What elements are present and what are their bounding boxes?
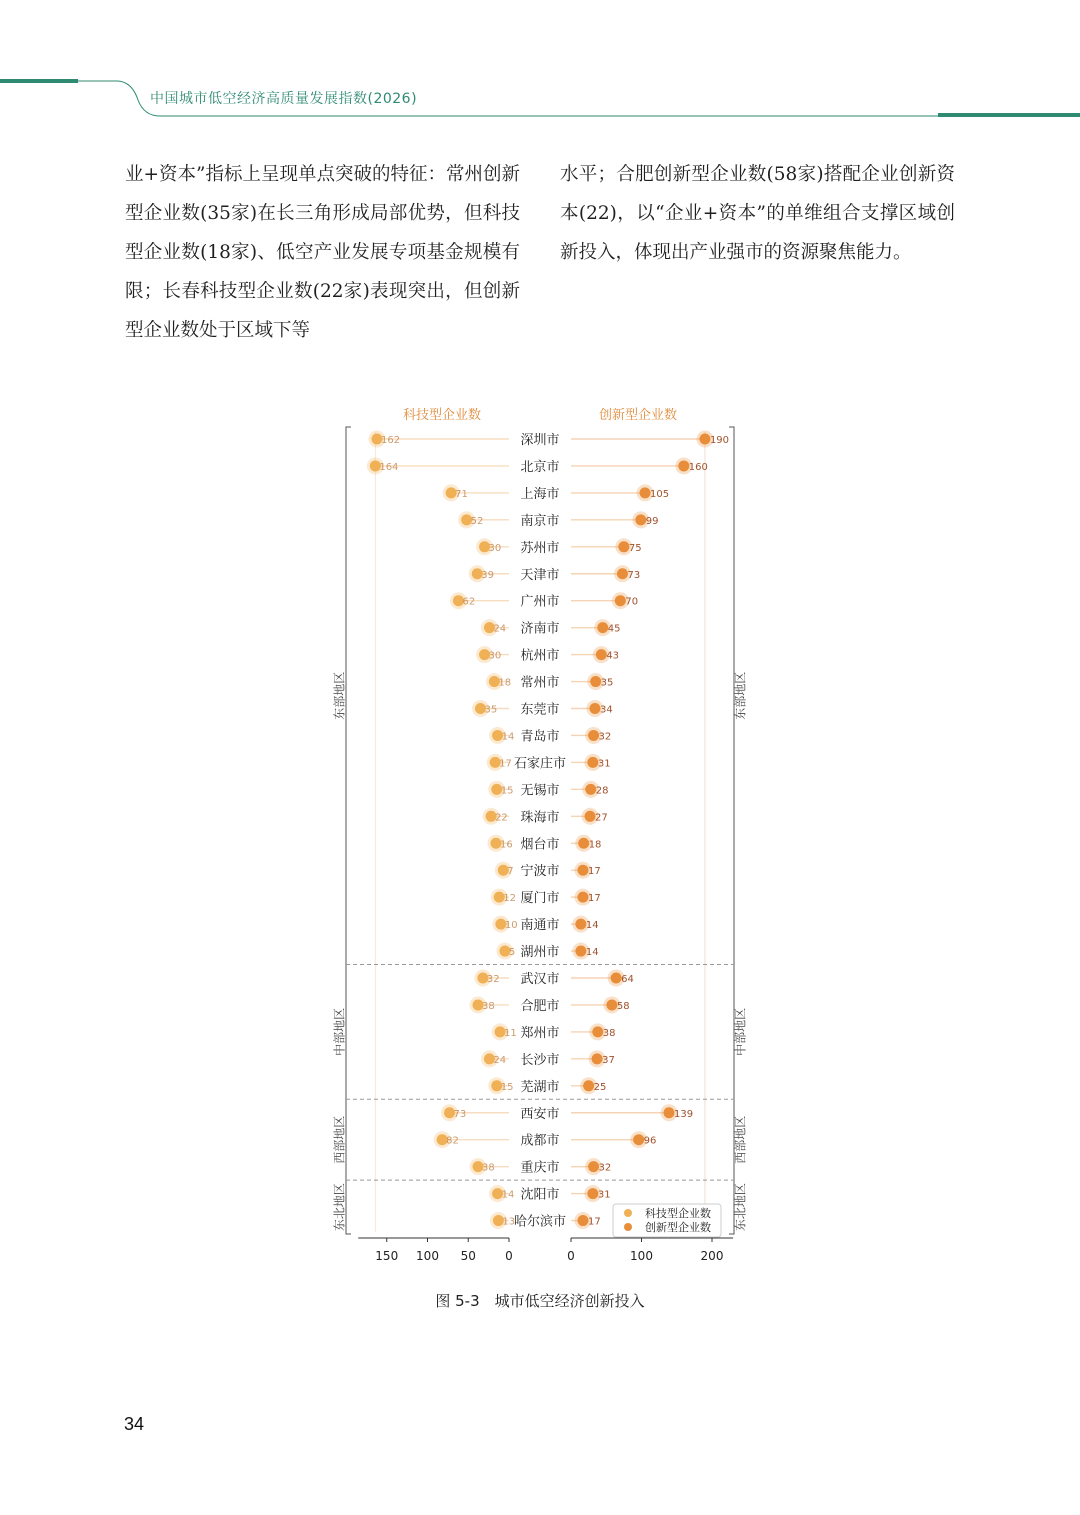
innov-value-label: 35 (600, 677, 614, 689)
innov-value-label: 45 (607, 623, 621, 635)
city-label: 上海市 (520, 486, 560, 502)
tech-value-label: 39 (481, 569, 494, 581)
region-label-right: 西部地区 (733, 1115, 748, 1164)
city-label: 烟台市 (520, 837, 560, 853)
tech-value-label: 5 (508, 947, 516, 959)
city-label: 天津市 (520, 567, 560, 583)
innov-dot (592, 1053, 603, 1064)
tech-value-label: 24 (493, 1054, 507, 1066)
body-paragraph-left: 业+资本”指标上呈现单点突破的特征：常州创新型企业数(35家)在长三角形成局部优势，但科技型企业数(18家)、低空产业发展专项基金规模有限；长春科技型企业数(22家)表现突出，但创新型企业数处于区域下等 (125, 164, 520, 341)
innov-value-label: 37 (602, 1054, 615, 1066)
right-x-tick-label: 100 (630, 1249, 653, 1263)
innov-dot (606, 999, 617, 1010)
city-label: 宁波市 (520, 864, 560, 880)
innov-value-label: 34 (599, 704, 613, 716)
city-label: 南通市 (520, 918, 560, 934)
innov-value-label: 64 (621, 974, 634, 985)
city-label: 合肥市 (520, 998, 560, 1014)
tech-value-label: 52 (470, 515, 484, 527)
region-label-left: 中部地区 (332, 1007, 347, 1056)
innov-value-label: 17 (587, 893, 601, 905)
innov-dot (678, 460, 689, 471)
city-label: 西安市 (520, 1106, 560, 1122)
innov-value-label: 31 (597, 758, 611, 770)
legend-tech-label: 科技型企业数 (645, 1207, 711, 1220)
city-label: 厦门市 (520, 891, 560, 907)
innov-value-label: 73 (627, 569, 641, 581)
innov-value-label: 139 (673, 1108, 694, 1120)
innov-dot (578, 838, 589, 849)
innov-value-label: 99 (645, 515, 659, 527)
city-label: 北京市 (520, 459, 560, 475)
region-label-right: 东部地区 (733, 671, 748, 720)
innov-value-label: 105 (650, 488, 670, 500)
tech-value-label: 10 (504, 920, 518, 932)
tech-value-label: 38 (482, 1000, 495, 1012)
innov-value-label: 43 (606, 650, 620, 662)
innov-value-label: 27 (595, 812, 608, 824)
city-label: 成都市 (520, 1133, 560, 1149)
city-label: 苏州市 (520, 540, 560, 556)
tech-value-label: 35 (484, 704, 498, 716)
tech-value-label: 71 (455, 488, 468, 500)
innov-dot (577, 892, 588, 903)
right-panel-title: 创新型企业数 (598, 408, 678, 423)
innov-dot (699, 434, 710, 445)
left-panel-title: 科技型企业数 (402, 408, 482, 423)
innov-dot (577, 865, 588, 876)
innov-value-label: 32 (598, 1162, 612, 1174)
innov-value-label: 32 (598, 731, 612, 743)
tech-value-label: 24 (493, 623, 507, 635)
left-x-tick-label: 100 (416, 1249, 439, 1263)
city-label: 青岛市 (520, 729, 560, 745)
innov-value-label: 17 (587, 866, 601, 878)
city-label: 石家庄市 (513, 756, 567, 772)
innov-value-label: 28 (595, 785, 609, 797)
tech-value-label: 73 (453, 1108, 467, 1120)
page-number: 34 (124, 1414, 145, 1434)
city-label: 济南市 (520, 621, 560, 637)
innov-dot (617, 568, 628, 579)
tech-value-label: 16 (499, 839, 513, 851)
innov-dot (587, 757, 598, 768)
innov-dot (588, 1161, 599, 1172)
tech-value-label: 164 (379, 461, 399, 473)
innov-dot (590, 676, 601, 687)
tech-value-label: 82 (446, 1135, 459, 1147)
city-label: 珠海市 (520, 810, 560, 826)
innov-dot (596, 649, 607, 660)
innov-dot (585, 811, 596, 822)
city-label: 重庆市 (520, 1160, 560, 1176)
innov-dot (583, 1080, 594, 1091)
innov-value-label: 96 (643, 1135, 657, 1147)
city-label: 郑州市 (520, 1025, 560, 1041)
region-label-right: 中部地区 (733, 1007, 748, 1056)
innov-value-label: 18 (588, 839, 602, 851)
innov-dot (597, 622, 608, 633)
innov-dot (587, 1188, 598, 1199)
innov-dot (577, 1215, 588, 1226)
region-label-left: 东北地区 (332, 1183, 347, 1232)
innov-value-label: 31 (597, 1189, 611, 1201)
right-x-tick-label: 200 (700, 1249, 724, 1263)
tech-value-label: 18 (498, 677, 512, 689)
innov-value-label: 14 (585, 920, 599, 932)
innov-dot (585, 784, 596, 795)
tech-value-label: 14 (501, 731, 515, 743)
city-label: 哈尔滨市 (513, 1214, 567, 1230)
tech-value-label: 12 (503, 893, 516, 905)
innov-dot (588, 730, 599, 741)
tech-value-label: 15 (500, 1081, 514, 1093)
tech-value-label: 38 (482, 1162, 495, 1174)
tech-value-label: 162 (380, 435, 401, 446)
tech-value-label: 14 (501, 1189, 515, 1201)
tech-value-label: 7 (507, 866, 514, 878)
innov-value-label: 70 (625, 596, 639, 608)
innov-value-label: 58 (616, 1000, 630, 1012)
tech-value-label: 15 (500, 785, 514, 797)
innov-dot (633, 1134, 644, 1145)
city-label: 湖州市 (520, 945, 560, 961)
city-label: 芜湖市 (520, 1079, 560, 1095)
running-header-title: 中国城市低空经济高质量发展指数(2026) (150, 91, 418, 107)
left-x-tick-label: 50 (460, 1249, 476, 1263)
city-label: 杭州市 (520, 648, 560, 664)
innov-dot (635, 514, 646, 525)
innov-dot (592, 1026, 603, 1037)
innov-dot (615, 595, 626, 606)
innov-dot (575, 946, 586, 957)
innov-dot (663, 1107, 674, 1118)
innov-dot (575, 919, 586, 930)
innov-value-label: 25 (593, 1081, 607, 1093)
tech-value-label: 22 (495, 812, 508, 824)
city-label: 广州市 (520, 594, 560, 610)
city-label: 长沙市 (520, 1052, 560, 1068)
innov-dot (640, 487, 651, 498)
tech-value-label: 62 (462, 596, 476, 608)
city-label: 南京市 (520, 513, 560, 529)
innov-dot (589, 703, 600, 714)
figure-caption: 图 5-3 城市低空经济创新投入 (435, 1292, 645, 1310)
region-label-left: 东部地区 (332, 671, 347, 720)
innov-value-label: 75 (628, 542, 642, 554)
innov-value-label: 190 (709, 435, 730, 446)
legend-innov-marker (624, 1223, 632, 1231)
city-label: 东莞市 (520, 702, 560, 718)
innov-value-label: 17 (587, 1216, 601, 1228)
tech-value-label: 13 (502, 1216, 516, 1228)
right-x-tick-label: 0 (567, 1249, 575, 1263)
legend-tech-marker (624, 1209, 632, 1217)
left-region-bracket (346, 427, 351, 1234)
tech-value-label: 30 (488, 650, 502, 662)
tech-value-label: 30 (488, 542, 502, 554)
legend-innov-label: 创新型企业数 (645, 1221, 711, 1234)
right-region-bracket (729, 427, 734, 1234)
left-x-tick-label: 150 (375, 1249, 399, 1263)
city-label: 深圳市 (520, 433, 560, 448)
tech-value-label: 32 (486, 974, 500, 985)
innov-dot (611, 973, 622, 984)
city-label: 武汉市 (520, 972, 560, 987)
city-label: 常州市 (520, 675, 560, 691)
region-label-right: 东北地区 (733, 1183, 748, 1232)
city-label: 无锡市 (520, 783, 560, 799)
innov-value-label: 160 (688, 461, 708, 473)
tech-value-label: 17 (499, 758, 512, 770)
left-x-tick-label: 0 (505, 1249, 513, 1263)
tech-value-label: 11 (504, 1027, 517, 1039)
innov-value-label: 14 (585, 947, 599, 959)
innov-value-label: 38 (602, 1027, 616, 1039)
innov-dot (618, 541, 629, 552)
body-paragraph-right: 水平；合肥创新型企业数(58家)搭配企业创新资本(22)，以“企业+资本”的单维组合支撑区域创新投入，体现出产业强市的资源聚焦能力。 (560, 164, 955, 263)
region-label-left: 西部地区 (332, 1115, 347, 1164)
city-label: 沈阳市 (520, 1187, 560, 1203)
